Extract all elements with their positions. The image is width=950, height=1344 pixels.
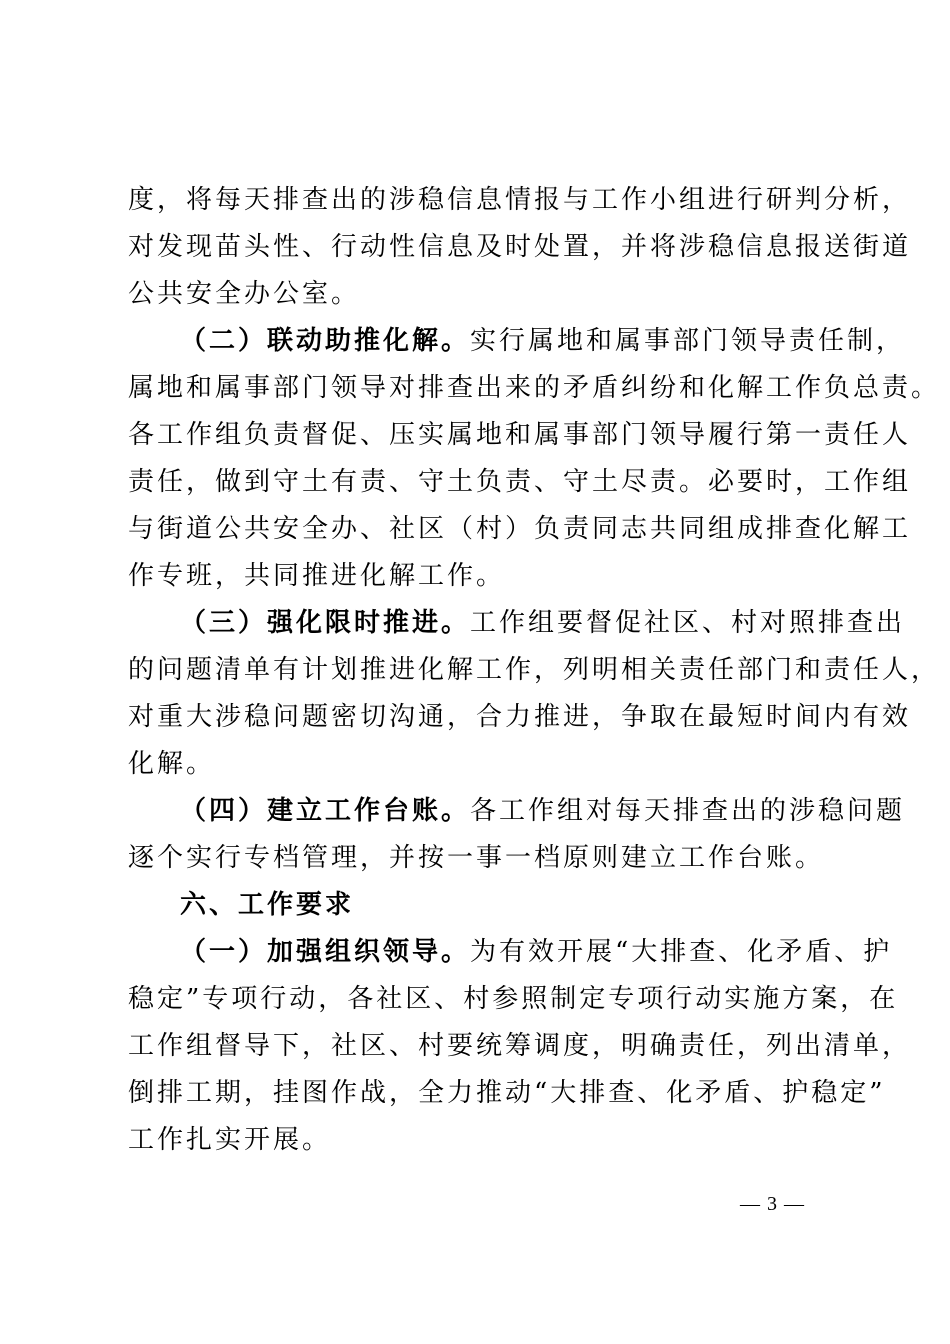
paragraph-line: （四）建立工作台账。各工作组对每天排查出的涉稳问题 bbox=[180, 796, 906, 826]
section-heading: （一）加强组织领导。 bbox=[180, 937, 471, 967]
section-heading: （三）强化限时推进。 bbox=[180, 608, 471, 638]
paragraph-line: 逐个实行专档管理，并按一事一档原则建立工作台账。 bbox=[128, 843, 825, 873]
paragraph-line: 各工作组负责督促、压实属地和属事部门领导履行第一责任人 bbox=[128, 420, 912, 450]
paragraph-line bbox=[180, 890, 354, 920]
paragraph-line: （三）强化限时推进。工作组要督促社区、村对照排查出 bbox=[180, 608, 906, 638]
paragraph-line: 对发现苗头性、行动性信息及时处置，并将涉稳信息报送街道 bbox=[128, 232, 912, 262]
paragraph-line: （一）加强组织领导。为有效开展“大排查、化矛盾、护 bbox=[180, 937, 893, 967]
section-heading: （二）联动助推化解。 bbox=[180, 326, 471, 356]
paragraph-line: 公共安全办公室。 bbox=[128, 279, 361, 309]
chapter-heading: 六、工作要求 bbox=[180, 890, 355, 920]
paragraph-line: 与街道公共安全办、社区（村）负责同志共同组成排查化解工 bbox=[128, 514, 912, 544]
section-heading: （四）建立工作台账。 bbox=[180, 796, 471, 826]
paragraph-line: 化解。 bbox=[128, 749, 216, 779]
paragraph-line: 对重大涉稳问题密切沟通，合力推进，争取在最短时间内有效 bbox=[128, 702, 912, 732]
paragraph-line: （二）联动助推化解。实行属地和属事部门领导责任制， bbox=[180, 326, 906, 356]
paragraph-line: 作专班，共同推进化解工作。 bbox=[128, 561, 506, 591]
paragraph-line: 的问题清单有计划推进化解工作，列明相关责任部门和责任人， bbox=[128, 655, 941, 685]
paragraph-line: 责任，做到守土有责、守土负责、守土尽责。必要时，工作组 bbox=[128, 467, 912, 497]
paragraph-line: 倒排工期，挂图作战，全力推动“大排查、化矛盾、护稳定” bbox=[128, 1078, 886, 1108]
paragraph-line: 稳定”专项行动，各社区、村参照制定专项行动实施方案，在 bbox=[128, 984, 899, 1014]
paragraph-line: 工作扎实开展。 bbox=[128, 1125, 332, 1155]
paragraph-line: 工作组督导下，社区、村要统筹调度，明确责任，列出清单， bbox=[128, 1031, 912, 1061]
paragraph-line: 度，将每天排查出的涉稳信息情报与工作小组进行研判分析， bbox=[128, 185, 912, 215]
page-number: — 3 — bbox=[740, 1193, 805, 1215]
paragraph-line: 属地和属事部门领导对排查出来的矛盾纠纷和化解工作负总责。 bbox=[128, 373, 941, 403]
